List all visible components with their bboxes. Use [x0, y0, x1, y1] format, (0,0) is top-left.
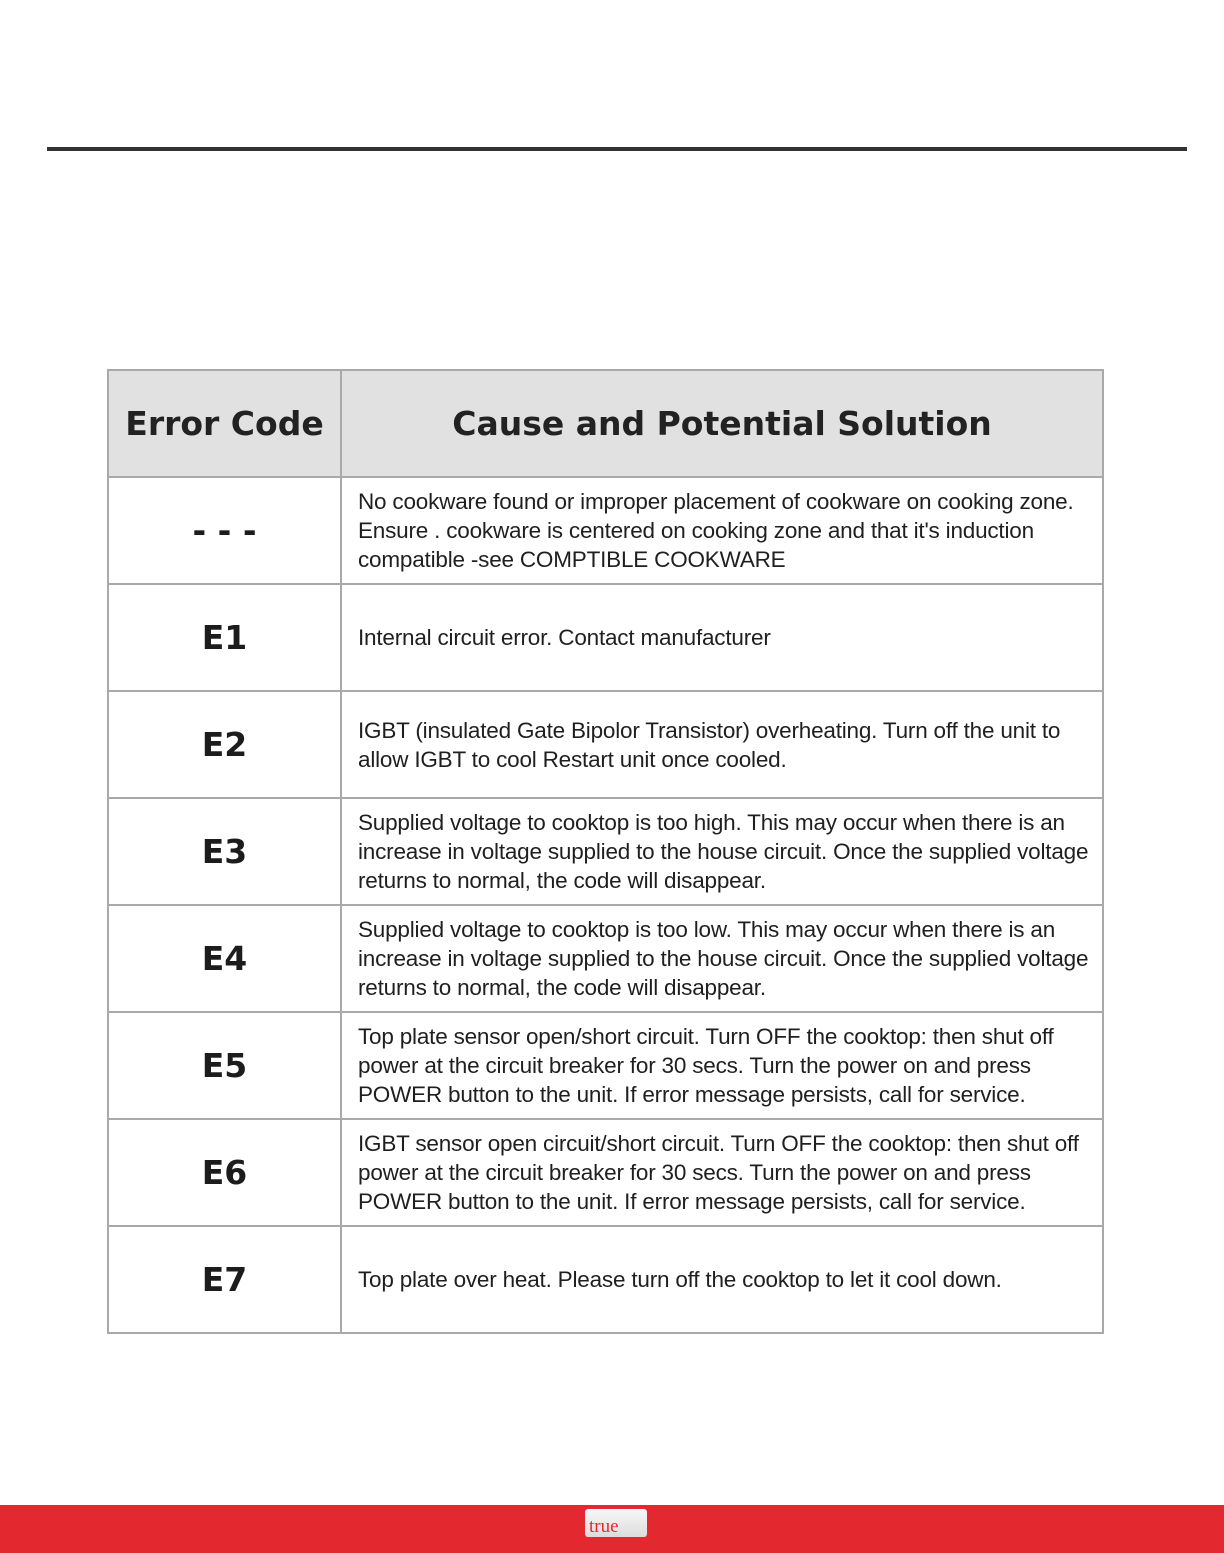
table-row: [108, 1119, 1103, 1226]
table-row: [108, 1226, 1103, 1333]
error-code-cell: E3: [108, 798, 341, 905]
cause-solution-cell: IGBT (insulated Gate Bipolor Transistor) overheating. Turn off the unit to allow IGBT to cool Restart unit once cooled.: [341, 691, 1103, 798]
cause-solution-cell: Internal circuit error. Contact manufacturer: [341, 584, 1103, 691]
error-code-cell: E5: [108, 1012, 341, 1119]
table-row: [108, 477, 1103, 584]
cause-solution-cell: IGBT sensor open circuit/short circuit. Turn OFF the cooktop: then shut off power at the circuit breaker for 30 secs. Turn the power on and press POWER button to the unit. If error message persists, call for service.: [341, 1119, 1103, 1226]
cause-solution-cell: Supplied voltage to cooktop is too high. This may occur when there is an increase in voltage supplied to the house circuit. Once the supplied voltage returns to normal, the code will disappear.: [341, 798, 1103, 905]
table-row: [108, 798, 1103, 905]
error-code-cell: - - -: [108, 477, 341, 584]
table-header-row: [108, 370, 1103, 477]
cause-solution-cell: No cookware found or improper placement of cookware on cooking zone. Ensure . cookware is centered on cooking zone and that it's induction compatible -see COMPTIBLE COOKWARE: [341, 477, 1103, 584]
header-cause-solution: Cause and Potential Solution: [341, 370, 1103, 477]
cause-solution-cell: Supplied voltage to cooktop is too low. This may occur when there is an increase in voltage supplied to the house circuit. Once the supplied voltage returns to normal, the code will disappear.: [341, 905, 1103, 1012]
error-code-cell: E6: [108, 1119, 341, 1226]
footer-badge: true: [585, 1509, 647, 1537]
top-divider-rule: [47, 147, 1187, 151]
error-code-cell: E2: [108, 691, 341, 798]
error-code-table: [107, 369, 1104, 1334]
error-code-cell: E1: [108, 584, 341, 691]
table-row: [108, 905, 1103, 1012]
table-row: [108, 584, 1103, 691]
table-row: [108, 1012, 1103, 1119]
header-error-code: Error Code: [108, 370, 341, 477]
error-code-cell: E4: [108, 905, 341, 1012]
error-code-cell: E7: [108, 1226, 341, 1333]
cause-solution-cell: Top plate sensor open/short circuit. Turn OFF the cooktop: then shut off power at the circuit breaker for 30 secs. Turn the power on and press POWER button to the unit. If error message persists, call for service.: [341, 1012, 1103, 1119]
table-row: [108, 691, 1103, 798]
cause-solution-cell: Top plate over heat. Please turn off the cooktop to let it cool down.: [341, 1226, 1103, 1333]
